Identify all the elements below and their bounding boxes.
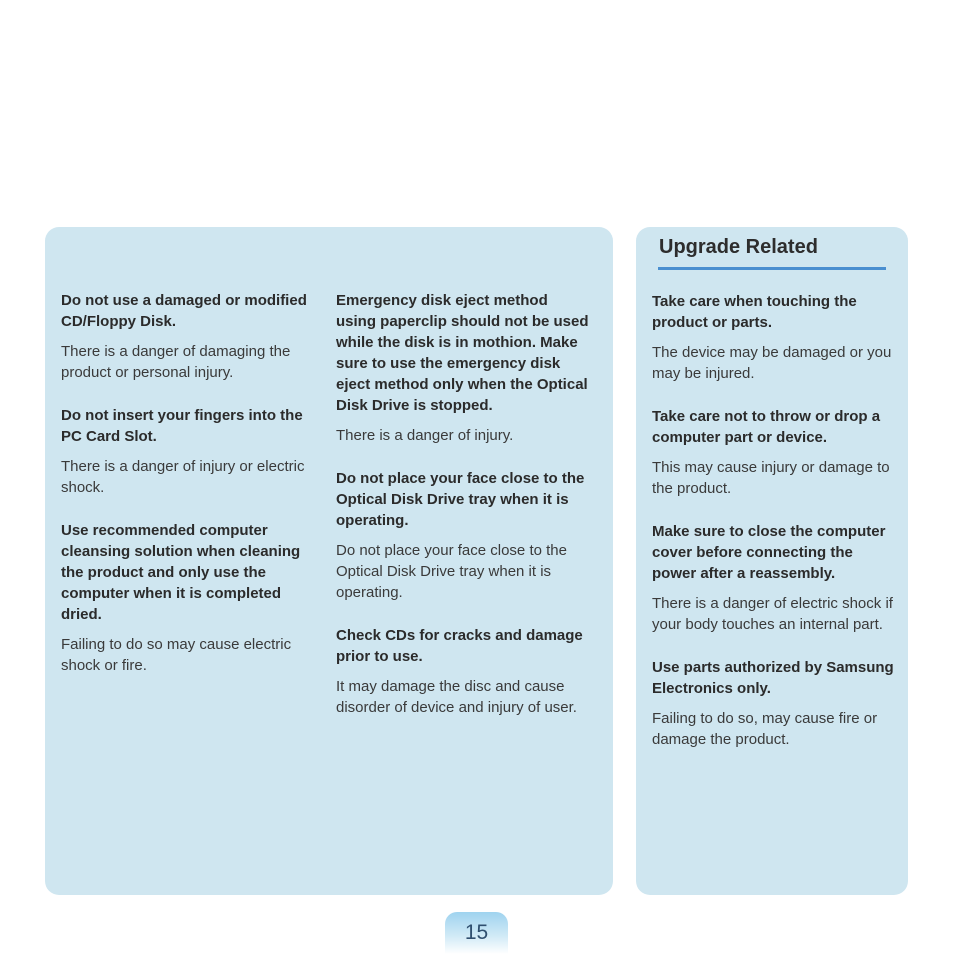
safety-item [61,290,313,383]
upgrade-item [652,521,896,635]
safety-item-heading: Do not place your face close to the Optical Disk Drive tray when it is operating. [336,470,585,529]
safety-item-text: It may damage the disc and cause disorder of device and injury of user. [336,678,577,716]
section-title: Upgrade Related [659,236,818,258]
safety-panel [45,227,613,895]
safety-item-heading: Use recommended computer cleansing solution when cleaning the product and only use the computer when it is completed dried. [61,522,301,623]
safety-item [61,520,313,676]
page-number: 15 [445,912,508,954]
upgrade-item [652,406,896,499]
upgrade-item-text: There is a danger of electric shock if your body touches an internal part. [652,595,893,633]
safety-column-2 [336,290,590,740]
safety-item [336,625,590,718]
safety-item-text: Do not place your face close to the Optical Disk Drive tray when it is operating. [336,542,567,601]
safety-item-text: There is a danger of damaging the product or personal injury. [61,343,291,381]
safety-item-heading: Do not insert your fingers into the PC Card Slot. [61,407,303,445]
safety-item-heading: Do not use a damaged or modified CD/Floppy Disk. [61,292,307,330]
upgrade-item [652,657,896,750]
title-underline [658,267,886,270]
safety-item [336,290,590,446]
upgrade-item [652,291,896,384]
upgrade-item-text: This may cause injury or damage to the product. [652,459,890,497]
safety-item [61,405,313,498]
upgrade-item-heading: Take care when touching the product or parts. [652,293,857,331]
safety-item [336,468,590,603]
safety-item-heading: Emergency disk eject method using paperclip should not be used while the disk is in mothion. Make sure to use the emergency disk eject method only when the Optical Disk Drive is stopped. [336,292,589,414]
safety-item-text: There is a danger of injury. [336,427,514,444]
upgrade-item-text: The device may be damaged or you may be injured. [652,344,892,382]
upgrade-related-panel [636,227,908,895]
upgrade-item-text: Failing to do so, may cause fire or damage the product. [652,710,878,748]
safety-column-1 [61,290,313,698]
upgrade-column [652,291,896,772]
upgrade-item-heading: Use parts authorized by Samsung Electronics only. [652,659,894,697]
upgrade-item-heading: Take care not to throw or drop a computer part or device. [652,408,881,446]
safety-item-text: Failing to do so may cause electric shock or fire. [61,636,292,674]
safety-item-heading: Check CDs for cracks and damage prior to use. [336,627,583,665]
upgrade-item-heading: Make sure to close the computer cover before connecting the power after a reassembly. [652,523,886,582]
safety-item-text: There is a danger of injury or electric shock. [61,458,305,496]
